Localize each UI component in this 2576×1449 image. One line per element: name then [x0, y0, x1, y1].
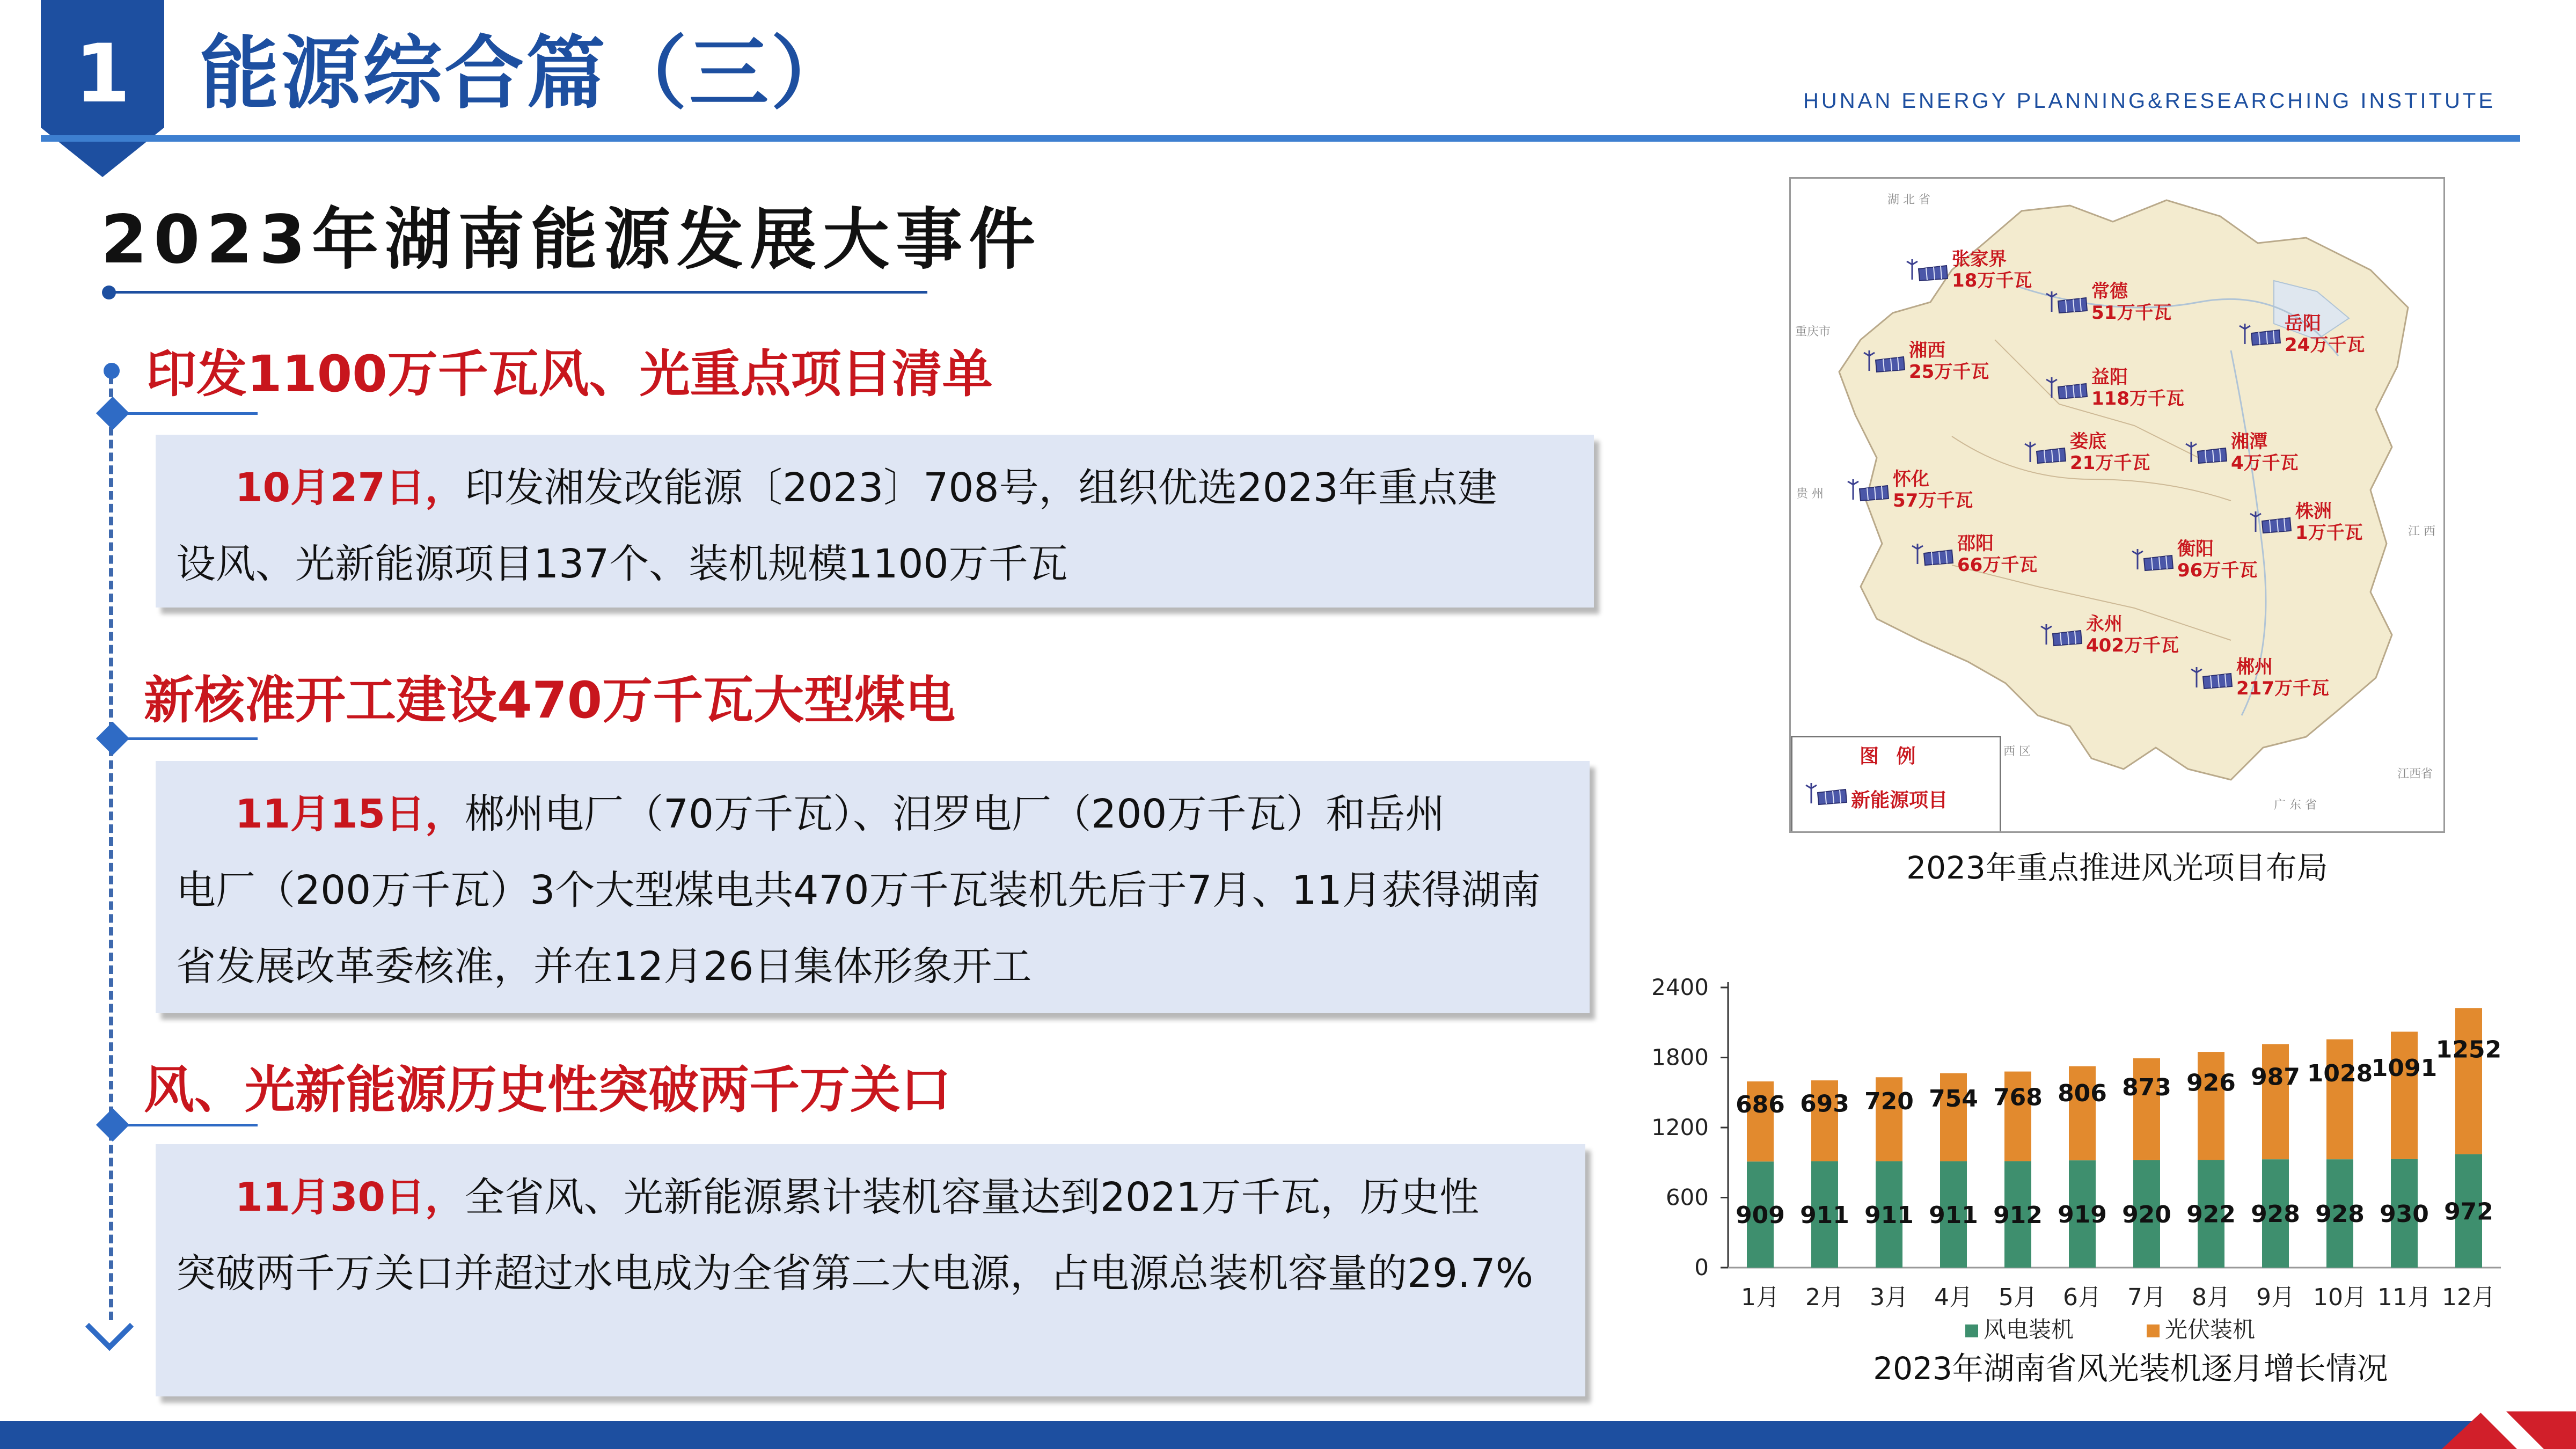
- data-label-solar: 1252: [2435, 1036, 2502, 1064]
- data-label-solar: 686: [1736, 1091, 1785, 1118]
- data-label-wind: 911: [1929, 1201, 1978, 1229]
- y-tick-label: 2400: [1651, 974, 1709, 1000]
- city-name: 湘潭: [2231, 431, 2267, 452]
- data-label-solar: 926: [2186, 1069, 2236, 1097]
- city-project-icon: [2184, 441, 2228, 464]
- city-capacity: 21万千瓦: [2070, 452, 2150, 474]
- city-capacity: 118万千瓦: [2091, 388, 2184, 409]
- event-card-2: [156, 761, 1590, 1013]
- city-project-icon: [1910, 543, 1954, 566]
- bar-solar: [2326, 1040, 2353, 1160]
- data-label-solar: 754: [1929, 1085, 1978, 1113]
- data-label-solar: 768: [1993, 1084, 2043, 1111]
- city-name: 衡阳: [2177, 538, 2214, 560]
- legend-title: 图 例: [1860, 745, 1921, 767]
- x-tick-label: 3月: [1870, 1284, 1908, 1311]
- timeline-connector-2: [113, 737, 258, 740]
- city-capacity: 57万千瓦: [1893, 490, 1973, 511]
- map-caption: 2023年重点推进风光项目布局: [1906, 850, 2328, 886]
- city-label: [1909, 340, 1989, 383]
- data-label-wind: 928: [2315, 1201, 2365, 1228]
- section-number: 1: [74, 27, 131, 121]
- event-heading-1: 印发1100万千瓦风、光重点项目清单: [146, 345, 993, 404]
- data-label-wind: 930: [2380, 1200, 2429, 1228]
- x-tick-label: 8月: [2192, 1284, 2230, 1311]
- city-name: 益阳: [2091, 367, 2128, 388]
- x-tick-label: 1月: [1741, 1284, 1780, 1311]
- city-capacity: 1万千瓦: [2295, 522, 2363, 544]
- data-label-solar: 873: [2122, 1074, 2171, 1102]
- city-name: 张家界: [1952, 248, 2007, 270]
- city-project-icon: [2237, 323, 2281, 346]
- city-capacity: 4万千瓦: [2231, 452, 2299, 474]
- data-label-wind: 909: [1736, 1202, 1785, 1230]
- city-label: [1952, 248, 2032, 291]
- data-label-wind: 911: [1864, 1201, 1914, 1229]
- legend-swatch-wind: [1965, 1324, 1978, 1337]
- province-label-guizhou: 贵 州: [1796, 487, 1824, 501]
- city-label: [2236, 656, 2329, 699]
- event-heading-3: 风、光新能源历史性突破两千万关口: [144, 1061, 952, 1119]
- bar-solar: [2391, 1031, 2418, 1159]
- city-label: [2177, 538, 2257, 581]
- city-label: [2285, 313, 2365, 356]
- event-line-3a: [176, 1159, 1565, 1235]
- city-label: [2091, 367, 2184, 409]
- x-tick-label: 7月: [2127, 1284, 2166, 1311]
- event-heading-2: 新核准开工建设470万千瓦大型煤电: [144, 671, 956, 730]
- city-project-icon: [2130, 548, 2174, 572]
- data-label-solar: 987: [2251, 1063, 2300, 1091]
- data-label-wind: 928: [2251, 1201, 2300, 1228]
- legend-solar-wind-icon: [1804, 782, 1848, 806]
- timeline-connector-3: [113, 1124, 258, 1126]
- x-tick-label: 4月: [1934, 1284, 1973, 1311]
- city-label: [2295, 501, 2363, 544]
- city-label: [2231, 431, 2299, 474]
- x-tick-label: 10月: [2313, 1284, 2367, 1311]
- city-name: 株洲: [2295, 501, 2332, 522]
- data-label-wind: 911: [1800, 1201, 1849, 1229]
- event-card-1: [156, 435, 1594, 608]
- event-text-3b: 突破两千万关口并超过水电成为全省第二大电源，占电源总装机容量的29.7%: [176, 1250, 1534, 1297]
- bar-solar: [2455, 1008, 2482, 1154]
- city-name: 湘西: [1909, 340, 1945, 361]
- y-tick-label: 600: [1665, 1184, 1709, 1211]
- event-line-1a: [176, 450, 1574, 526]
- city-label: [2070, 431, 2150, 474]
- institute-name: HUNAN ENERGY PLANNING&RESEARCHING INSTITUTE: [1803, 89, 2496, 113]
- province-label-jiangxi: 江西省: [2397, 767, 2433, 781]
- event-date-3: 11月30日，: [235, 1174, 465, 1220]
- section-underline: [107, 291, 927, 294]
- data-label-wind: 912: [1993, 1201, 2043, 1229]
- x-tick-label: 9月: [2256, 1284, 2295, 1311]
- event-line-2a: [176, 776, 1569, 852]
- hunan-project-map: [1789, 177, 2445, 833]
- province-label-jiangxi-east: 江 西: [2408, 525, 2435, 538]
- city-project-icon: [1905, 258, 1949, 282]
- province-label-guangdong: 广 东 省: [2274, 799, 2317, 812]
- timeline-line: [109, 376, 113, 1320]
- section-heading: 2023年湖南能源发展大事件: [101, 201, 1042, 279]
- event-card-3: [156, 1144, 1585, 1396]
- city-project-icon: [2044, 290, 2088, 314]
- x-tick-label: 11月: [2377, 1284, 2431, 1311]
- event-date-1: 10月27日，: [235, 465, 465, 511]
- data-label-solar: 693: [1800, 1090, 1849, 1118]
- x-tick-label: 12月: [2442, 1284, 2496, 1311]
- legend-label-wind: 风电装机: [1984, 1316, 2074, 1343]
- timeline-connector-1: [113, 412, 258, 415]
- city-capacity: 25万千瓦: [1909, 361, 1989, 383]
- city-project-icon: [2189, 666, 2233, 690]
- city-name: 娄底: [2070, 431, 2106, 452]
- city-capacity: 51万千瓦: [2091, 302, 2172, 324]
- city-label: [2086, 613, 2179, 656]
- city-name: 怀化: [1893, 469, 1929, 490]
- city-capacity: 402万千瓦: [2086, 635, 2179, 656]
- bar-solar: [2198, 1052, 2224, 1160]
- city-label: [1957, 533, 2037, 576]
- data-label-wind: 972: [2444, 1198, 2493, 1226]
- city-capacity: 96万千瓦: [2177, 560, 2258, 581]
- city-project-icon: [1862, 349, 1906, 373]
- data-label-solar: 806: [2058, 1079, 2107, 1107]
- city-name: 常德: [2091, 281, 2128, 302]
- city-name: 永州: [2086, 613, 2123, 635]
- data-label-wind: 919: [2058, 1201, 2107, 1229]
- timeline-arrow-icon: [85, 1302, 134, 1351]
- city-capacity: 24万千瓦: [2285, 334, 2365, 356]
- data-label-wind: 922: [2186, 1201, 2236, 1228]
- city-project-icon: [2023, 441, 2067, 464]
- event-text-2b: 电厂（200万千瓦）3个大型煤电共470万千瓦装机先后于7月、11月获得湖南省发展改革委核准，并在12月26日集体形象开工: [176, 867, 1541, 990]
- city-name: 郴州: [2236, 656, 2273, 678]
- chart-title: 2023年湖南省风光装机逐月增长情况: [1873, 1350, 2388, 1385]
- legend-swatch-solar: [2147, 1324, 2160, 1337]
- event-date-2: 11月15日，: [235, 791, 465, 837]
- city-project-icon: [2248, 510, 2292, 534]
- data-label-solar: 1091: [2371, 1054, 2438, 1082]
- page-title: 能源综合篇（三）: [200, 27, 852, 120]
- city-label: [1893, 469, 1973, 511]
- city-project-icon: [1846, 478, 1890, 502]
- city-capacity: 66万千瓦: [1957, 554, 2038, 576]
- x-tick-label: 2月: [1805, 1284, 1844, 1311]
- y-tick-label: 1800: [1651, 1044, 1709, 1071]
- x-tick-label: 5月: [1999, 1284, 2037, 1311]
- province-label-guangxi: 西 区: [2003, 745, 2031, 758]
- monthly-capacity-chart: [1621, 950, 2544, 1385]
- y-tick-label: 0: [1694, 1254, 1709, 1280]
- city-name: 岳阳: [2285, 313, 2321, 334]
- data-label-solar: 720: [1864, 1088, 1914, 1116]
- city-capacity: 217万千瓦: [2236, 678, 2329, 699]
- timeline-start-dot: [104, 363, 120, 379]
- city-project-icon: [2044, 376, 2088, 400]
- city-project-icon: [2039, 623, 2083, 647]
- city-name: 邵阳: [1957, 533, 1994, 554]
- x-tick-label: 6月: [2063, 1284, 2102, 1311]
- legend-item-label: 新能源项目: [1851, 789, 1948, 811]
- data-label-wind: 920: [2122, 1201, 2171, 1228]
- province-label-chongqing: 重庆市: [1795, 325, 1831, 339]
- bar-solar: [2262, 1044, 2289, 1159]
- y-tick-label: 1200: [1651, 1114, 1709, 1140]
- event-text-3a: 全省风、光新能源累计装机容量达到2021万千瓦，历史性: [464, 1174, 1480, 1220]
- province-label-hubei: 湖 北 省: [1887, 193, 1930, 207]
- city-capacity: 18万千瓦: [1952, 270, 2032, 291]
- header-divider: [41, 135, 2520, 142]
- city-label: [2091, 281, 2171, 324]
- legend-label-solar: 光伏装机: [2165, 1316, 2256, 1343]
- event-text-1b: 设风、光新能源项目137个、装机规模1100万千瓦: [176, 541, 1068, 587]
- event-text-1a: 印发湘发改能源〔2023〕708号，组织优选2023年重点建: [464, 465, 1497, 511]
- event-text-2a: 郴州电厂（70万千瓦）、汨罗电厂（200万千瓦）和岳州: [464, 791, 1445, 837]
- data-label-solar: 1028: [2307, 1060, 2373, 1088]
- footer-bar: [0, 1421, 2576, 1449]
